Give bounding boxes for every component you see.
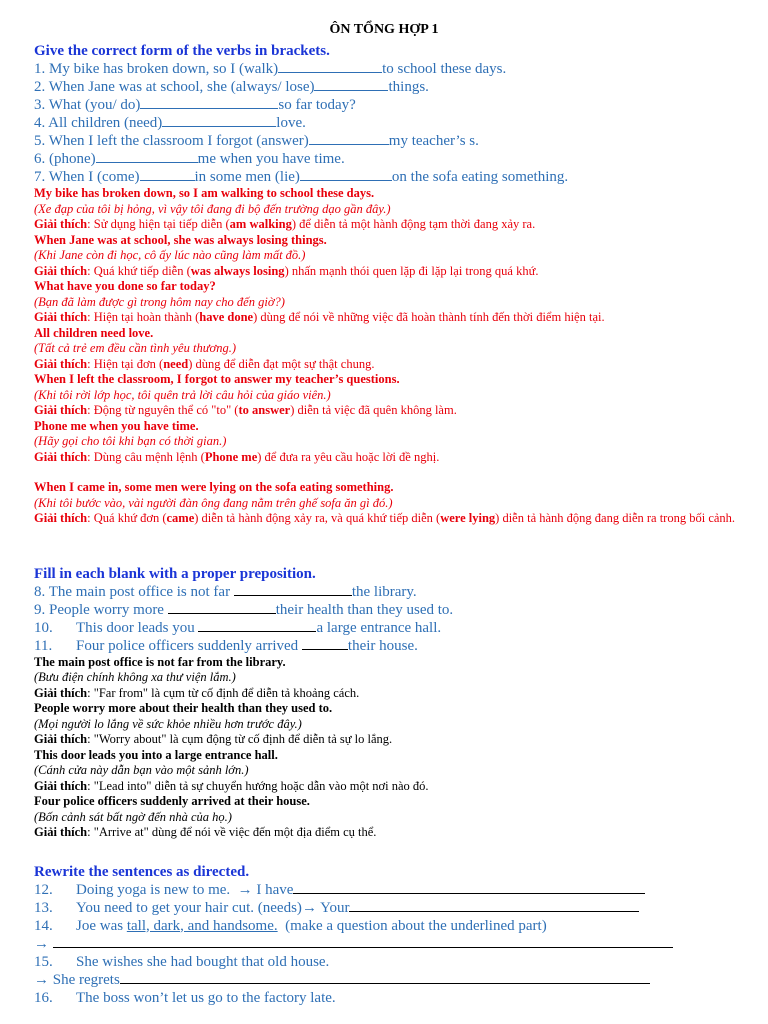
answer-explanation: Giải thích: "Arrive at" dùng để nói về việc đến một địa điểm cụ thể.	[34, 825, 377, 839]
question-text: Joe was	[76, 917, 124, 934]
answer-sentence: The main post office is not far from the library.	[34, 654, 286, 669]
answer-blank[interactable]	[309, 132, 389, 145]
answer-translation: (Bưu điện chính không xa thư viện lắm.)	[34, 670, 236, 684]
answer-sentence: All children need love.	[34, 325, 154, 340]
answer-blank[interactable]	[162, 114, 276, 127]
question-text: my teacher’s s.	[388, 133, 479, 149]
question-text: a large entrance hall.	[316, 619, 442, 636]
question-15: 15. She wishes she had bought that old house.	[34, 953, 330, 970]
answer-line[interactable]	[53, 935, 673, 948]
rewrite-prompt: →	[34, 935, 49, 952]
question-text: Four police officers suddenly arrived	[76, 637, 299, 654]
question-text: 3. What (you/ do)	[34, 97, 141, 113]
question-3	[34, 96, 768, 114]
question-9: 9. People worry more their health than they used to.	[34, 601, 454, 618]
question-text: me when you have time.	[197, 151, 345, 167]
question-text: love.	[276, 115, 306, 131]
answer-sentence: My bike has broken down, so I am walking to school these days.	[34, 186, 375, 200]
answer-sentence: What have you done so far today?	[34, 279, 216, 293]
question-text: things.	[388, 79, 429, 95]
rewrite-prompt: → Your	[301, 899, 350, 916]
question-8: 8. The main post office is not far the library.	[34, 583, 417, 600]
answer-translation: (Khi tôi bước vào, vài người đàn ông đang nằm trên ghế sofa ăn gì đó.)	[34, 495, 393, 510]
answer-translation: (Bốn cảnh sát bất ngờ đến nhà của họ.)	[34, 809, 232, 824]
answer-explanation: Giải thích: "Far from" là cụm từ cố định để diễn tả khoảng cách.	[34, 685, 360, 700]
answer-explanation: Giải thích: Động từ nguyên thể có "to" (to answer) diễn tả việc đã quên không làm.	[34, 403, 457, 417]
answer-translation: (Bạn đã làm được gì trong hôm nay cho đến giờ?)	[34, 294, 285, 309]
question-text: The boss won’t let us go to the factory late.	[76, 989, 336, 1006]
answer-translation: (Hãy gọi cho tôi khi bạn có thời gian.)	[34, 434, 227, 448]
answer-explanation: Giải thích: Hiện tại hoàn thành (have done) dùng để nói về những việc đã hoàn thành tính đến thời điểm hiện tại.	[34, 310, 605, 324]
spacer	[34, 527, 768, 565]
answer-explanation: Giải thích: Sử dụng hiện tại tiếp diễn (am walking) để diễn tả một hành động tạm thời đang xảy ra.	[34, 217, 536, 231]
answer-translation: (Cánh cửa này dẫn bạn vào một sảnh lớn.)	[34, 763, 249, 777]
question-text: 5. When I left the classroom I forgot (answer)	[34, 133, 309, 149]
answer-line[interactable]	[120, 971, 650, 984]
question-4	[34, 114, 768, 132]
rewrite-prompt: → I have	[237, 881, 294, 898]
question-text: their health than they used to.	[275, 601, 454, 618]
answer-blank[interactable]	[168, 601, 276, 614]
section2-heading: Fill in each blank with a proper preposition.	[34, 565, 316, 582]
question-12: 12. Doing yoga is new to me. → I have	[34, 881, 768, 899]
question-text: She wishes she had bought that old house.	[76, 953, 330, 970]
question-10: 10. This door leads you a large entrance hall.	[34, 619, 442, 636]
question-text: 4. All children (need)	[34, 115, 163, 131]
question-text: so far today?	[278, 97, 356, 113]
answer-blank[interactable]	[278, 60, 382, 73]
question-1	[34, 60, 768, 78]
answer-blank[interactable]	[300, 168, 392, 181]
question-5	[34, 132, 768, 150]
answer-explanation: Giải thích: Quá khứ tiếp diễn (was always losing) nhấn mạnh thói quen lặp đi lặp lại trong quá khứ.	[34, 263, 539, 278]
answer-sentence: When I came in, some men were lying on the sofa eating something.	[34, 480, 394, 494]
answer-block-2	[34, 655, 768, 841]
answer-translation: (Khi tôi rời lớp học, tôi quên trả lời câu hỏi của giáo viên.)	[34, 387, 331, 402]
answer-sentence: Phone me when you have time.	[34, 418, 199, 433]
answer-blank[interactable]	[140, 96, 278, 109]
answer-explanation: Giải thích: "Worry about" là cụm động từ cố định để diễn tả sự lo lắng.	[34, 732, 393, 746]
answer-blank[interactable]	[234, 583, 352, 596]
section1-heading: Give the correct form of the verbs in brackets.	[34, 43, 330, 59]
question-text: on the sofa eating something.	[391, 169, 569, 185]
answer-line[interactable]	[349, 899, 639, 912]
answer-explanation: Giải thích: "Lead into" diễn tả sự chuyển hướng hoặc dẫn vào một nơi nào đó.	[34, 778, 429, 793]
answer-block-1	[34, 186, 768, 527]
answer-translation: (Mọi người lo lắng về sức khỏe nhiều hơn trước đây.)	[34, 716, 302, 731]
question-15-answer	[34, 971, 768, 989]
answer-translation: (Khi Jane còn đi học, cô ấy lúc nào cũng làm mất đồ.)	[34, 248, 306, 262]
question-7	[34, 168, 768, 186]
question-2	[34, 78, 768, 96]
question-13: 13. You need to get your hair cut. (needs)→ Your	[34, 899, 768, 917]
underlined-part: tall, dark, and handsome.	[126, 917, 278, 934]
question-text: 6. (phone)	[34, 151, 96, 167]
answer-explanation: Giải thích: Hiện tại đơn (need) dùng để diễn đạt một sự thật chung.	[34, 356, 375, 371]
question-text: to school these days.	[382, 61, 507, 77]
answer-blank[interactable]	[198, 619, 316, 632]
answer-blank[interactable]	[302, 637, 348, 650]
question-text: in some men (lie)	[194, 169, 300, 185]
question-14-answer	[34, 935, 768, 953]
question-text: The main post office is not far	[48, 583, 231, 600]
question-text: 7. When I (come)	[34, 169, 140, 185]
answer-translation: (Tất cả trẻ em đều cần tình yêu thương.)	[34, 341, 236, 355]
spacer	[34, 841, 768, 863]
question-text: Doing yoga is new to me.	[76, 881, 231, 898]
answer-sentence: Four police officers suddenly arrived at their house.	[34, 794, 310, 808]
answer-blank[interactable]	[96, 150, 198, 163]
answer-sentence: This door leads you into a large entrance hall.	[34, 747, 278, 762]
answer-explanation: Giải thích: Quá khứ đơn (came) diễn tả hành động xảy ra, và quá khứ tiếp diễn (were lying) diễn tả hành động đang diễn ra trong bối cảnh.	[34, 511, 736, 525]
question-text: 2. When Jane was at school, she (always/ lose)	[34, 79, 315, 95]
answer-blank[interactable]	[314, 78, 388, 91]
question-text: You need to get your hair cut. (needs)	[76, 899, 302, 916]
answer-blank[interactable]	[140, 168, 195, 181]
question-text: 1. My bike has broken down, so I (walk)	[34, 61, 279, 77]
page-title: ÔN TỔNG HỢP 1	[329, 22, 439, 37]
answer-translation: (Xe đạp của tôi bị hỏng, vì vậy tôi đang đi bộ đến trường dạo gần đây.)	[34, 201, 391, 216]
question-6	[34, 150, 768, 168]
question-text: their house.	[347, 637, 418, 654]
answer-explanation: Giải thích: Dùng câu mệnh lệnh (Phone me) để đưa ra yêu cầu hoặc lời đề nghị.	[34, 449, 440, 464]
answer-line[interactable]	[293, 881, 645, 894]
section3-heading: Rewrite the sentences as directed.	[34, 863, 250, 880]
answer-sentence: When Jane was at school, she was always losing things.	[34, 232, 327, 247]
rewrite-prompt: → She regrets	[34, 971, 120, 988]
answer-sentence: People worry more about their health than they used to.	[34, 701, 333, 715]
answer-sentence: When I left the classroom, I forgot to answer my teacher’s questions.	[34, 372, 400, 386]
question-14: 14. Joe was tall, dark, and handsome. (make a question about the underlined part)	[34, 917, 547, 934]
spacer	[34, 465, 768, 480]
question-text: This door leads you	[76, 619, 195, 636]
question-11: 11. Four police officers suddenly arrived their house.	[34, 637, 418, 654]
question-16: 16. The boss won’t let us go to the factory late.	[34, 989, 336, 1006]
question-text: People worry more	[49, 601, 164, 618]
question-instruction: (make a question about the underlined part)	[285, 917, 547, 934]
question-text: the library.	[351, 583, 417, 600]
